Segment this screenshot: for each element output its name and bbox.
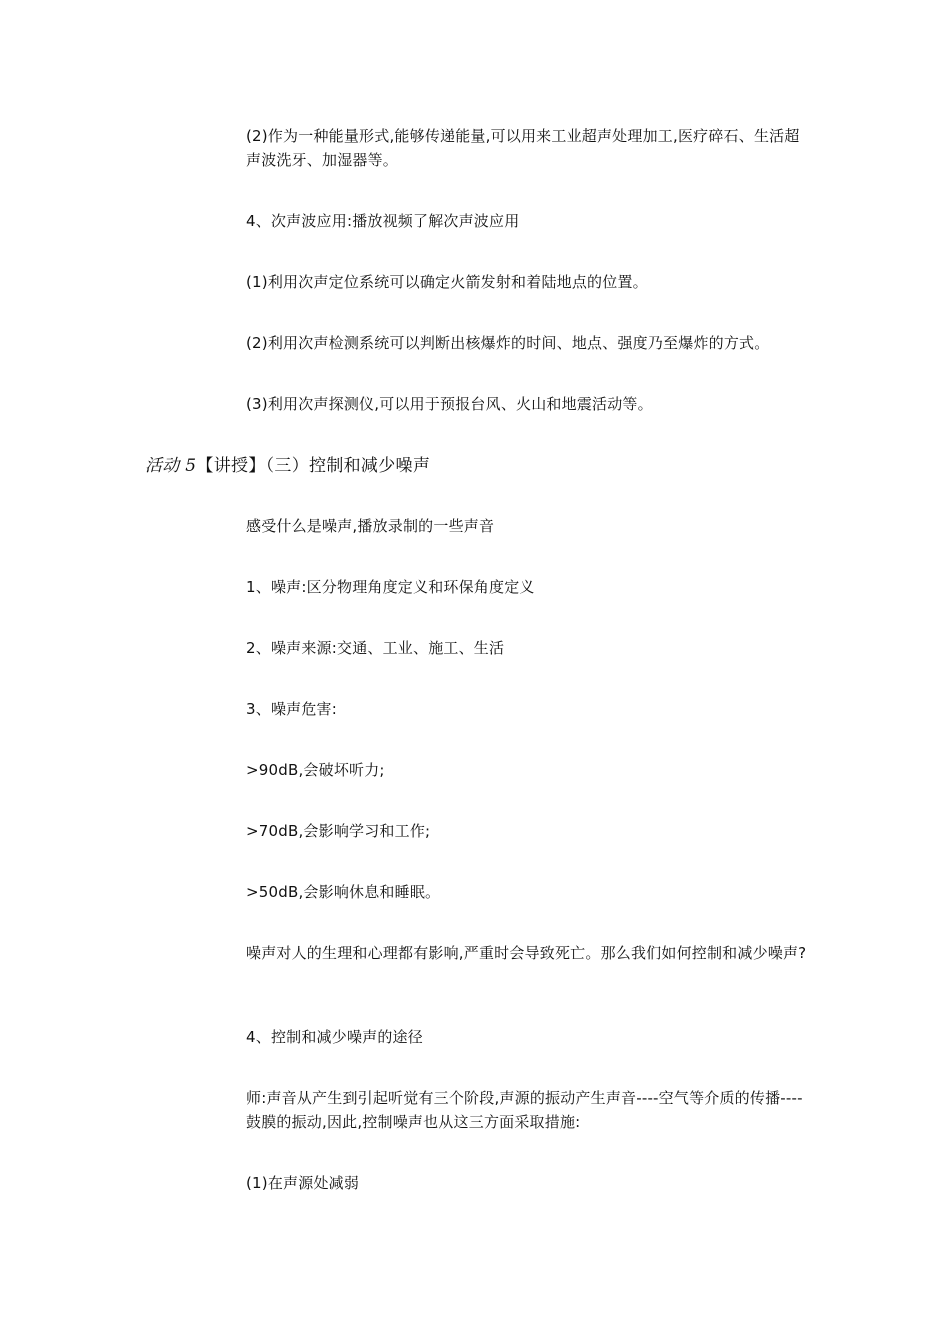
activity-label: 活动 5 (145, 456, 197, 476)
paragraph-infrasound-detection: (2)利用次声检测系统可以判断出核爆炸的时间、地点、强度乃至爆炸的方式。 (246, 334, 770, 352)
paragraph-70db: >70dB,会影响学习和工作; (246, 822, 431, 840)
paragraph-noise-control-methods: 4、控制和减少噪声的途径 (246, 1028, 423, 1046)
paragraph-infrasound-location: (1)利用次声定位系统可以确定火箭发射和着陆地点的位置。 (246, 273, 648, 291)
paragraph-infrasound-forecast: (3)利用次声探测仪,可以用于预报台风、火山和地震活动等。 (246, 395, 653, 413)
paragraph-noise-sources: 2、噪声来源:交通、工业、施工、生活 (246, 639, 505, 657)
paragraph-90db: >90dB,会破坏听力; (246, 761, 385, 779)
paragraph-noise-definition: 1、噪声:区分物理角度定义和环保角度定义 (246, 578, 535, 596)
paragraph-ultrasound-energy: (2)作为一种能量形式,能够传递能量,可以用来工业超声处理加工,医疗碎石、生活超声波洗牙、加湿器等。 (246, 127, 800, 169)
paragraph-noise-harm: 3、噪声危害: (246, 700, 337, 718)
section-heading (145, 453, 430, 479)
paragraph-50db: >50dB,会影响休息和睡眠。 (246, 883, 441, 901)
paragraph-noise-intro: 感受什么是噪声,播放录制的一些声音 (246, 517, 495, 535)
paragraph-reduce-at-source: (1)在声源处减弱 (246, 1174, 360, 1192)
paragraph-infrasound-application: 4、次声波应用:播放视频了解次声波应用 (246, 212, 520, 230)
section-title: 【讲授】（三）控制和减少噪声 (196, 456, 431, 476)
paragraph-teacher-explanation: 师:声音从产生到引起听觉有三个阶段,声源的振动产生声音----空气等介质的传播----鼓膜的振动,因此,控制噪声也从这三方面采取措施: (246, 1089, 803, 1131)
paragraph-noise-effects: 噪声对人的生理和心理都有影响,严重时会导致死亡。那么我们如何控制和减少噪声? (246, 944, 807, 962)
